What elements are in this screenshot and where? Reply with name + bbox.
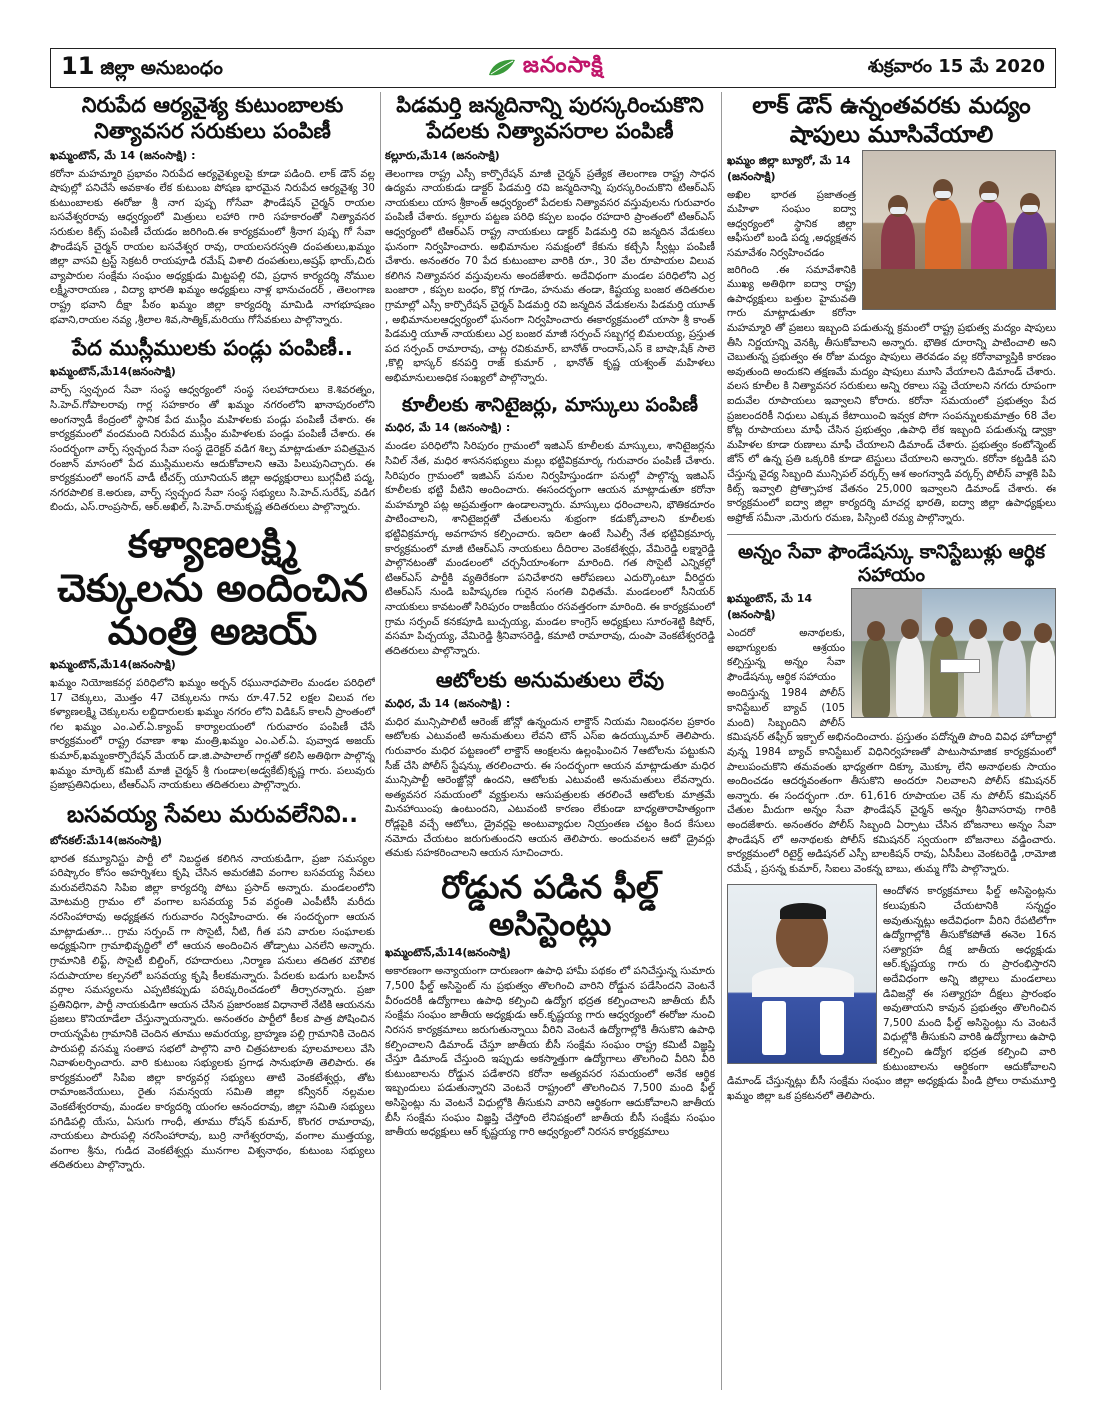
page-number: 11 <box>61 52 95 80</box>
article-body: మధిర మున్సిపాలిటీ ఆరెంజ్ జోన్లో ఉన్నందున లాక్డౌన్ నియమ నిబంధనల ప్రకారం ఆటోలకు ఎటువంటి అనుమతులు లేవని టౌన్ ఎస్ఐ ఉదయ్కుమార్ తెలిపారు. గురువారం మధిర పట్టణంలో లాక్డౌన్ ఆంక్షలను ఉల్లంఘించిన 7ఆటోలను పట్టుకుని సీజ్ చేసి పోలీస్ స్టేషన్కు తరలించారు. ఈ సందర్భంగా ఆయన మాట్లాడుతూ మధిర మున్సిపాల్టీ ఆరెంజ్జోన్లో ఉందని, ఆటోలకు ఎటువంటి అనుమతులు లేవన్నారు. అత్యవసర సమయంలో వ్యక్తులను ఆసుపత్రులకు తరలించే ఆటోలకు మాత్రమే మినహాయింపు ఉంటుందని, ఎటువంటి కారణం లేకుండా బాధ్యతారాహిత్యంగా రోడ్లపైకి వచ్చే ఆటోలు, డ్రైవర్లపై అంటువ్యాధుల నియ్రంతణ చట్టం కింద కేసులు నమోదు చేయటం జరుగుతుందని ఆయన తెలిపారు. అందువలన ఆటో డ్రైవర్లు తమకు సహకరించాలని ఆయన సూచించారు. <box>385 715 715 860</box>
face-mask <box>1022 205 1038 212</box>
article-pidamarthi <box>385 92 715 386</box>
person-figure <box>998 637 1026 717</box>
headline: కూలీలకు శానిటైజర్లు, మాస్కులు పంపిణీ <box>402 393 698 416</box>
article-sanitizers <box>385 394 715 659</box>
dateline: కల్లూరు,మే14 (జనంసాక్షి) <box>385 148 500 162</box>
column-3 <box>727 92 1056 1390</box>
divider <box>727 534 1056 535</box>
dateline: ఖమ్మంటౌన్, మే 14 (జనంసాక్షి) <box>727 592 813 622</box>
headline: ఆటోలకు అనుమతులు లేవు <box>435 667 665 692</box>
person-figure <box>964 635 992 717</box>
shirt <box>752 967 854 997</box>
article-lead: ఎందరో అనాథలకు, అభాగ్యులకు ఆశ్రయం కల్పిస్తున్న అన్నం సేవా ఫౌండేషన్కు ఆర్థిక సహాయం <box>727 627 845 683</box>
headline: బసవయ్య సేవలు మరువలేనివి.. <box>67 801 358 828</box>
headline: పేద ముస్లీములకు పండ్లు పంపిణీ.. <box>72 336 353 361</box>
article-autos <box>385 667 715 861</box>
dateline: మధిర, మే 14 (జనంసాక్షి) : <box>385 696 511 710</box>
article-body: జరిగింది .ఈ సమావేశానికి ముఖ్య అతిథిగా ఐద్వా రాష్ట్ర ఉపాధ్యక్షులు బత్తుల హైమవతి గారు మాట్లాడుతూ కరోనా మహమ్మారి తో ప్రజలు ఇబ్బంది పడుతున్న క్రమంలో రాష్ట్ర ప్రభుత్వ మద్యం షాపులు తీసి నిర్ణయాన్ని వెనక్కి తీసుకోవాలని అన్నారు. భౌతిక దూరాన్ని పాటించాలి అని చెబుతున్న ప్రభుత్వం ఈ రోజు మద్యం షాపులు తెరవడం వల్ల కరోనావ్యాప్తికి కారణం అవుతుంది అందుకని తక్షణమే మద్యం షాపులు మూసి వేయాలని డిమాండ్ చేశారు. వలస కూలీల కి నిత్యావసర సరుకులు అన్ని రకాలు సప్లై చేయాలని నగదు రూపంగా ఐదువేల రూపాయలు ఇవ్వాలని కోరారు. కరోనా సమయంలో ప్రభుత్వం పేద ప్రజలందరికీ నిధులు ఎక్కువ కేటాయించి ఇవ్వక పోగా సంపన్నులకుమాత్రం 68 వేల కోట్ల రూపాయలు మాఫీ చేసిన ప్రభుత్వం ,ఉపాధి లేక ఇబ్బంది పడుతున్న డ్వాక్రా మహిళల కూడా రుణాలు మాఫీ చేయాలని డిమాండ్ చేశారు. ప్రభుత్వం కంటోన్మెంట్ జోన్ లో ఉన్న ప్రతి ఒక్కరికి కూడా టెస్టులు చేయాలని అన్నారు. కరోనా కట్టడికి పని చేస్తున్న వైద్య సిబ్బంది మున్సిపల్ వర్కర్స్ ఆశ అంగన్వాడి వర్కర్స్ పోలీస్ వాళ్లకి పిపి కిట్స్ ఇవ్వాలి ప్రోత్సాహక వేతనం 25,000 ఇవ్వాలని డిమాండ్ చేశారు. ఈ కార్యక్రమంలో ఐద్వా జిల్లా కార్యదర్శి మాచర్ల భారతి, ఐద్వా జిల్లా ఉపాధ్యక్షులు అఫ్రోజ్ సమీనా ,మెరుగు రమణ, పిస్సింటి రమ్య పాల్గొన్నారు. <box>727 263 1056 524</box>
paper-name: జనంసాక్షి <box>522 53 604 78</box>
person-head <box>969 619 987 639</box>
leaf-icon <box>487 57 517 79</box>
headline: రోడ్డున పడిన ఫీల్డ్ అసిస్టెంట్లు <box>441 867 659 943</box>
headline: అన్నం సేవా ఫౌండేషన్కు కానిస్టేబుళ్లు ఆర్థిక సహాయం <box>737 540 1046 587</box>
person-head <box>935 617 953 637</box>
person-figure <box>862 637 890 717</box>
dateline: ఖమ్మంటౌన్,మే14(జనంసాక్షి) <box>50 658 176 671</box>
article-lead: అఖిల భారత ప్రజాతంత్ర మహిళా సంఘం ఐద్వా ఆధ్వర్యంలో స్థానిక జిల్లా ఆఫీసులో బండి పద్మ ,అధ్యక్షతన సమావేశం నిర్వహించడం <box>727 188 856 259</box>
person-head <box>867 621 885 641</box>
dateline: ఖమ్మంటౌన్,మే14(జనంసాక్షి) <box>385 946 511 960</box>
person-figure <box>930 633 958 717</box>
masthead <box>50 48 1056 88</box>
issue-date: శుక్రవారం 15 మే 2020 <box>867 55 1045 77</box>
article-body: ఆందోళన కార్యక్రమాలు ఫీల్డ్ అసిస్టెంట్లను కలుపుకుని చేయటానికి సన్నద్ధం అవుతున్నట్లు అదేవిధంగా వీరిని రేపటిలోగా ఉద్యోగాల్లోకి తీసుకోకపోతే ఈనెల 16న సత్యాగ్రహ దీక్ష జాతీయ అధ్యక్షుడు ఆర్.కృష్ణయ్య గారు రు ప్రారంభిస్తారని అదేవిధంగా అన్ని జిల్లాలు మండలాలు డివిజన్లో ఈ సత్యాగ్రహ దీక్షలు ప్రారంభం అవుతాయని కావున ప్రభుత్వం తొలగించిన 7,500 మంది ఫీల్డ్ అసిస్టెంట్లు ను వెంటనే విధుల్లోకి తీసుకుని వారికి ఉద్యోగాలు ఉపాధి కల్పించి ఉద్యోగ భద్రత కల్పించి వారి కుటుంబాలను ఆర్థికంగా ఆదుకోవాలని డిమాండ్ చేస్తున్నట్లు బీసీ సంక్షేమ సంఘం జిల్లా అధ్యక్షుడు పిండి ప్రోలు రామమూర్తి ఖమ్మం జిల్లా ఒక ప్రకటనలో తెలిపారు. <box>727 885 1056 1102</box>
column-rule <box>380 92 381 1390</box>
page-number-section <box>61 52 223 84</box>
hair <box>780 903 826 919</box>
headline: నిరుపేద ఆర్యవైశ్య కుటుంబాలకు నిత్యావసర సరుకులు పంపిణీ <box>81 93 344 144</box>
article-body: అకారణంగా అన్యాయంగా దారుణంగా ఉపాధి హామీ పథకం లో పనిచేస్తున్న సుమారు 7,500 ఫీల్డ్ అసిస్టెంట్ ను ప్రభుత్వం తొలగించి వారిని రోడ్డున పడేసిందని వెంటనే వీరందరికీ ఉద్యోగాలు ఉపాధి కల్పించి ఉద్యోగ భద్రత కల్పించాలని జాతీయ బీసీ సంక్షేమ సంఘం జాతీయ అధ్యక్షుడు ఆర్.కృష్ణయ్య గారు ఆధ్వర్యంలో ఈరోజు నుంచి నిరసన కార్యక్రమాలు జరుగుతున్నాయి వీరిని వెంటనే ఉద్యోగాల్లోకి తీసుకొని ఉపాధి కల్పించాలని డిమాండ్ చేస్తూ జాతీయ బీసీ సంక్షేమ సంఘం రాష్ట్ర కమిటీ విజ్ఞప్తి చేస్తూ డిమాండ్ చేస్తుంది ఇప్పుడు అకస్మాత్తుగా ఉద్యోగాలు తొలగించి వీరిని వీరి కుటుంబాలను రోడ్డున పడేశారని కరోనా అత్యవసర సమయంలో అనేక ఆర్థిక ఇబ్బందులు పడుతున్నారని వెంటనే రాష్ట్రంలో తొలగించిన 7,500 మంది ఫీల్డ్ అసిస్టెంట్లు ను వెంటనే విధుల్లోకి తీసుకుని వారిని ఆర్థికంగా ఆదుకోవాలని జాతీయ బీసీ సంక్షేమ సంఘం విజ్ఞప్తి చేస్తోంది లేనిపక్షంలో జాతీయ బీసీ సంక్షేమ సంఘం జాతీయ అధ్యక్షులు ఆర్ కృష్ణయ్య గారి ఆధ్వర్యంలో నిరసన కార్యక్రమాలు <box>385 965 715 1139</box>
column-2 <box>385 92 715 1390</box>
article-field-assistants <box>385 869 715 1140</box>
dateline: ఖమ్మంటౌన్, మే 14 (జనంసాక్షి) : <box>50 148 196 162</box>
person-head <box>901 619 919 639</box>
article-basavayya <box>50 801 375 1173</box>
article-body: మండల పరిధిలోని సిరిపురం గ్రామంలో ఇజిఎస్ కూలీలకు మాస్కులు, శానిటైజర్లను సివిల్ నేత, మధిర శాసనసభ్యులు మల్లు భట్టివిక్రమార్క గురువారం పంపిణీ చేశారు. సిరిపురం గ్రామంలో ఇజిఎస్ పనుల నిర్వహిస్తుండగా పనుల్లో పాల్గొన్న ఇజిఎస్ కూలీలకు భట్టి వీటిని అందించారు. ఈసందర్భంగా ఆయన మాట్లాడుతూ కరోనా మహమ్మారి పట్ల అప్రమత్తంగా ఉండాలన్నారు. మాస్కులు ధరించాలని, భౌతికదూరం పాటించాలని, శానిటైజర్లతో చేతులను శుభ్రంగా కడుక్కోవాలని కూలీలకు భట్టివిక్రమార్క అవగాహన కల్పించారు. ఇదిలా ఉంటే సిఎల్పీ నేత భట్టివిక్రమార్క కార్యక్రమంలో మాజీ టిఆర్ఎస్ నాయకులు దీదిరాల వెంకటేశ్వర్లు, వేమిరెడ్డి లక్ష్మారెడ్డి పాల్గొనటంతో మండలంలో చర్చనీయాంశంగా మారింది. గత సొసైటీ ఎన్నికల్లో టిఆర్ఎస్ పార్టీకి వ్యతిరేకంగా పనిచేశారని ఆరోపణలు ఎదుర్కొంటూ వీరిద్దరు టిఆర్ఎస్ నుండి బహిష్కరణ గురైన సంగతి విధితమే. మండలంలో సీనియర్ నాయకులు కావటంతో సిరిపురం రాజకీయం రసవత్తరంగా మారింది. ఈ కార్యక్రమంలో గ్రామ సర్పంచ్ కనకపూడి బుచ్చయ్య, మండల కాంగ్రెస్ అధ్యక్షులు సూరంశెట్టి కిషోర్, వసమా పిచ్చయ్య, వేమిరెడ్డి శ్రీనివాసరెడ్డి, కమాటి రామారావు, దుంపా వెంకటేశ్వరరెడ్డి తదితరులు పాల్గొన్నారు. <box>385 440 715 657</box>
headline: కళ్యాణలక్ష్మి చెక్కులను అందించిన మంత్రి అజయ్ <box>57 521 368 654</box>
scarf-left <box>762 1001 786 1055</box>
meeting-photo <box>862 150 1056 310</box>
article-kalyanalakshmi <box>50 523 375 793</box>
article-body: ఖమ్మం నియోజకవర్గ పరిధిలోని ఖమ్మం అర్బన్ రఘునాధపాలెం మండల పరిధిలో 17 చెక్కులు, మొత్తం 47 చెక్కులను గాను రూ.47.52 లక్షల విలువ గల కళ్యాణలక్ష్మి చెక్కులను లబ్దిదారులకు ఖమ్మం నగరం లోని విడిఓస్ కాలనీ ప్రాంతంలో గల ఖమ్మం ఎం.ఎల్.ఏ.క్యాంప్ కార్యాలయంలో గురువారం పంపిణీ చేసే కార్యక్రమంలో రాష్ట్ర రవాణా శాఖ మంత్రి,ఖమ్మం ఎం.ఎల్.ఏ. పువ్వాడ అజయ్ కుమార్,ఖమ్మంకార్పొరేషన్ మేయర్ డా.జి.పాపాలాల్ గార్లతో కలిసి అతిథిగా పాల్గొన్న ఖమ్మం మార్కెట్ కమిటీ మాజీ చైర్మన్ శ్రీ గుండాల(అడ్వకేట్)కృష్ణ గారు. పలువురు ప్రజాప్రతినిధులు, టీఆర్ఎస్ నాయకులు తదితరులు పాల్గొన్నారు. <box>50 677 375 792</box>
article-body: కరోనా మహమ్మారి ప్రభావం నిరుపేద ఆర్యవైశ్యులపై కూడా పడింది. లాక్ డౌన్ వల్ల షాపుల్లో పనిచేసే అవకాశం లేక కుటుంబ పోషణ భారమైన నిరుపేద ఆర్యవైశ్య 30 కుటుంబాలకు ఈరోజు శ్రీ నాగ పుష్ప గోసేవా ఫౌండేషన్ చైర్మన్ రాయల బసవేశ్వరరావు ఆధ్వర్యంలో మిత్రులు లహారి గారి సహకారంతో నిత్యావసర సరుకుల కిట్స్ పంపిణీ చేయడం జరిగింది.ఈ కార్యక్రమంలో శ్రీనాగ పుష్ప గో సేవా ఫౌండేషన్ చైర్మన్ రాయల బసవేశ్వర రావు, రాయలసరస్వతి దంపతులు,ఖమ్మం జిల్లా వాసవి ట్రస్ట్ సెక్రటరీ రాయపూడి రమేష్ విశాలి దంపతులు,అష్రఫ్ భాయ్,చిరు వ్యాపారుల సంక్షేమ సంఘం అధ్యక్షుడు మిట్టపల్లి రవి, ప్రధాన కార్యదర్శి నోముల లక్ష్మీనారాయణ , విద్యా భారతి ఖమ్మం అధ్యక్షులు నాళ్ల భానుచందర్ , తెలంగాణ రాష్ట్ర భవాని దీక్షా పీఠం ఖమ్మం జిల్లా కార్యదర్శి మామిడి నాగభూషణం భవాని,రాయల నవ్య ,శ్రీలాల శివ,సాత్మిక్,మరియు గోసేవకులు పాల్గొన్నారు. <box>50 167 375 326</box>
person-head <box>1003 621 1021 641</box>
headline: లాక్ డౌన్ ఉన్నంతవరకు మద్యం షాపులు మూసివేయాలి <box>752 93 1031 148</box>
column-1 <box>50 92 375 1390</box>
article-body: భారత కమ్యూనిస్టు పార్టీ లో నిబద్ధత కలిగిన నాయకుడిగా, ప్రజా సమస్యల పరిష్కారం కోసం అహర్నిశలు కృషి చేసిన అమరజీవి వంగాల బసవయ్య సేవలు మరువలేనివని సిపిఐ జిల్లా కార్యదర్శి పోటు ప్రసాద్ అన్నారు. మండలంలోని మోటమర్రి గ్రామం లో వంగాల బసవయ్య 5వ వర్ధంతి ఎంపీటీసీ మరీదు నరసింహారావు అధ్యక్షతన గురువారం నిర్వహించారు. ఈ సందర్భంగా ఆయన మాట్లాడుతూ... గ్రామ సర్పంచ్ గా సొసైటీ, నీటి, గీత పని వారుల సంఘాలకు అధ్యక్షునిగా గ్రామాభివృద్ధిలో లో ఆయన అందించిన తోడ్పాటు ఎనలేని అన్నారు. గ్రామానికి లిఫ్ట్, సొసైటీ బిల్డింగ్, రహదారులు ,నిర్మాణ పనులు తదితర మౌలిక సదుపాయాల కల్పనలో బసవయ్య కృషి కీలకమన్నారు. పేదలకు బడుగు బలహీన వర్గాల సమస్యలను ఎప్పటికప్పుడు పరిష్కరించడంలో తీర్చారన్నారు. ప్రజా ప్రతినిధిగా, పార్టీ నాయకుడిగా ఆయన చేసిన ప్రజారంజక విధానాలే నేటికి ఆయనను ప్రజలు కొనియాడేలా చేస్తున్నాయన్నారు. అనంతరం పార్టీలో కీలక పాత్ర పోషించిన రాయన్నపేట గ్రామానికి చెందిన తూము అమరయ్య, బ్రాహ్మణ పల్లి గ్రామానికి చెందిన పారుపల్లి వసమ్మ సంతాప సభలో పాల్గొని వారి చిత్రపటాలకు పూలమాలలు వేసి నివాళులర్పించారు. వారి కుటుంబ సభ్యులకు ప్రగాఢ సానుభూతి తెలిపారు. ఈ కార్యక్రమంలో సిపిఐ జిల్లా కార్యవర్గ సభ్యులు తాటి వెంకటేశ్వర్లు, తోట రామాంజనేయులు, రైతు సమన్వయ సమితి జిల్లా కన్వీనర్ నల్లమల వెంకటేశ్వరరావు, మండల కార్యదర్శి యంగల ఆనందరావు, జిల్లా సమితి సభ్యులు పగిడిపల్లి యేసు, ఏసుగు గాంధీ, తూము రోషన్ కుమార్, కొంగర రామారావు, నాయకులు పారుపల్లి నరసింహారావు, బుర్రి నాగేశ్వరరావు, వంగాల ముత్తయ్య, వంగాల శ్రీను, గుడిద వెంకటేశ్వర్లు మునగాల విశ్వనాథం, కుటుంబ సభ్యులు తదితరులు పాల్గొన్నారు. <box>50 852 375 1172</box>
person-figure <box>1030 639 1056 717</box>
scarf-right <box>820 1001 844 1055</box>
section-name: జిల్లా అనుబంధం <box>100 57 223 79</box>
article-body: వార్ప్ స్వచ్ఛంద సేవా సంస్థ ఆధ్వర్యంలో సంస్థ సలహాదారులు కె.శివరత్నం, సి.హెచ్.గోపాలరావు గార్ల సహకారం తో ఖమ్మం నగరంలోని ఖానాపురంలోని అంగన్వాడీ కేంద్రంలో స్థానిక పేద ముస్లీం మహిళలకు పండ్లు పంపిణీ చేశారు. ఈ కార్యక్రమంలో వందమంది నిరుపేద ముస్లీం మహిళలకు పండ్లు పంపిణీ చేశారు. ఈ సందర్భంగా వార్ప్ స్వచ్ఛంద సేవా సంస్థ డైరెక్టర్ వడిగ శిల్ప మాట్లాడుతూ పవిత్రమైన రంజాన్ మాసంలో పేద ముస్లిములను ఆదుకోవాలని ఆమె పిలుపునిచ్చారు. ఈ కార్యక్రమంలో అంగన్ వాడీ టీచర్స్ యూనియన్ జిల్లా అధ్యక్షురాలు బుగ్గవీటి పద్మ, నగరపాలిక కె.అరుణ, వార్ప్ స్వచ్ఛంద సేవా సంస్థ సభ్యులు సి.హెచ్.సురేష్, వడిగ బిందు, ఎస్.రాంప్రసాద్, ఆర్.అఖిల్, సి.హెచ్.రామకృష్ణ తదితరులు పాల్గొన్నారు. <box>50 384 375 514</box>
portrait-photo <box>727 884 877 1064</box>
table <box>863 269 1056 310</box>
article-aryavysya <box>50 92 375 327</box>
face-mask <box>935 191 951 198</box>
column-rule <box>721 92 722 1390</box>
dateline: ఖమ్మంటౌన్,మే14(జనంసాక్షి) <box>50 365 176 379</box>
headline: పిడమర్తి జన్మదినాన్ని పురస్కరించుకొని పేదలకు నిత్యావసరాల పంపిణీ <box>396 93 704 144</box>
article-annam-foundation <box>727 541 1056 877</box>
person-head <box>1034 623 1052 643</box>
article-body: అందిస్తున్న 1984 పోలీస్ కానిస్టేబుల్ బ్యాచ్ (105 మంది) సిబ్బందిని పోలీస్ కమిషనర్ తఫ్సీర్ ఇక్బాల్ అభినందించారు. ప్రస్తుతం పదోన్నతి పొంది వివిధ హోదాల్లో వున్న 1984 బ్యాచ్ కానిస్టేబుల్ విధినిర్వహణతో పాటుసామాజిక కార్యక్రమంలో పాలుపంచుకొని తమవంతు భాధ్యతగా దిక్కూ మొక్కూ లేని అనాథలకు సాయం అందించడం ఆదర్శవంతంగా తీసుకొని అందరూ నిలవాలని పోలీస్ కమిషనర్ అన్నారు. ఈ సందర్భంగా .రూ. 61,616 రూపాయల చెక్ ను పోలీస్ కమిషనర్ చేతుల మీదుగా అన్నం సేవా ఫౌండేషన్ చైర్మన్ అన్నం శ్రీనివాసరావు గారికి అందజేశారు. అనంతరం పోలీస్ సిబ్బంది ఏర్పాటు చేసిన బోజనాలు అన్నం సేవా ఫౌండేషన్ లో అనాథలకు పోలీస్ కమిషనర్ స్వయంగా బోజనాలు వడ్డించారు. కార్యక్రమంలో రిటైర్డ్ అడిషనల్ ఎస్పీ బాలకిషన్ రావు, ఏసీపీలు వెంకటరెడ్డి ,రామోజి రమేష్ , ప్రసన్న కుమార్, సిఐలు వెంకన్న బాబు, తుమ్మ గోపి పాల్గొన్నారు. <box>727 687 1056 875</box>
face-mask <box>890 207 906 214</box>
article-muslims-fruits <box>50 335 375 515</box>
dateline: మధిర, మే 14 (జనంసాక్షి) : <box>385 421 511 435</box>
cheque-handover-photo <box>851 588 1056 718</box>
dateline: బోనకల్:మే14(జనంసాక్షి) <box>50 833 162 847</box>
article-field-assistants-contd <box>727 884 1056 1103</box>
face-mask <box>981 193 997 200</box>
article-liquor-shops <box>727 92 1056 526</box>
paper-logo <box>487 53 604 83</box>
person-figure <box>896 635 924 717</box>
dateline: ఖమ్మం జిల్లా బ్యూరో, మే 14 (జనంసాక్షి) <box>727 153 851 183</box>
article-body: తెలంగాణ రాష్ట్ర ఎస్సీ కార్పొరేషన్ మాజీ చైర్మన్ ప్రత్యేక తెలంగాణ రాష్ట్ర సాధన ఉద్యమ నాయకుడు డాక్టర్ పిడమర్తి రవి జన్మదినాన్ని పురస్కరించుకొని టిఆర్ఎస్ నాయకులు యాస శ్రీకాంత్ ఆధ్వర్యంలో పేదలకు నిత్యావసర వస్తువులను గురువారం పంపిణీ చేశారు. కల్లూరు పట్టణ పరిధి కప్పల బంధం రహదారి ప్రాంతంలో టిఆర్ఎస్ ఆధ్వర్యంలో టిఆర్ఎస్ రాష్ట్ర నాయకులు డాక్టర్ పిడమర్తి రవి జన్మదిన వేడుకలు ఘనంగా నిర్వహించారు. అభిమానుల సమక్షంలో కేకును కట్చేసి స్వీట్లు పంపిణీ చేశారు. అనంతరం 70 పేద కుటుంబాల వారికి రూ., 30 వేల రూపాయల విలువ కలిగిన నిత్యావసర వస్తువులను అందజేశారు. అదేవిధంగా మండల పరిధిలోని ఎర్ర బంజారా , కప్పల బంధం, కొర్ల గూడెం, హనుమ తండా, కిష్టయ్య బంజర తదితరుల గ్రామాల్లో ఎస్సీ కార్పొరేషన్ చైర్మన్ పిడమర్తి రవి జన్మదిన వేడుకలను పిడమర్తి యూత్ , అభిమానులఆధ్వర్యంలో ఘనంగా నిర్వహించారు ఈకార్యక్రమంలో యాసా శ్రీ కాంత్ పిడమర్తి యూత్ నాయకులు ఎర్ర బంజర మాజీ సర్పంచ్ సబ్బగర్ల బిమలయ్య, ప్రస్తుత పద సర్పంచ్ రామారావు, చాట్ల రవికుమార్, బానోత్ రాందాస్,ఎస్ కె బాషా,షేక్ సాలె ,కొల్లి భాస్కర్ కనపర్తి రాజ్ కుమార్ , భానోత్ కృష్ణ యశ్వంత్ మహిళలు అభిమానులుఅధిక సంఖ్యలో పాల్గొన్నారు. <box>385 167 715 385</box>
cheque <box>940 659 980 673</box>
